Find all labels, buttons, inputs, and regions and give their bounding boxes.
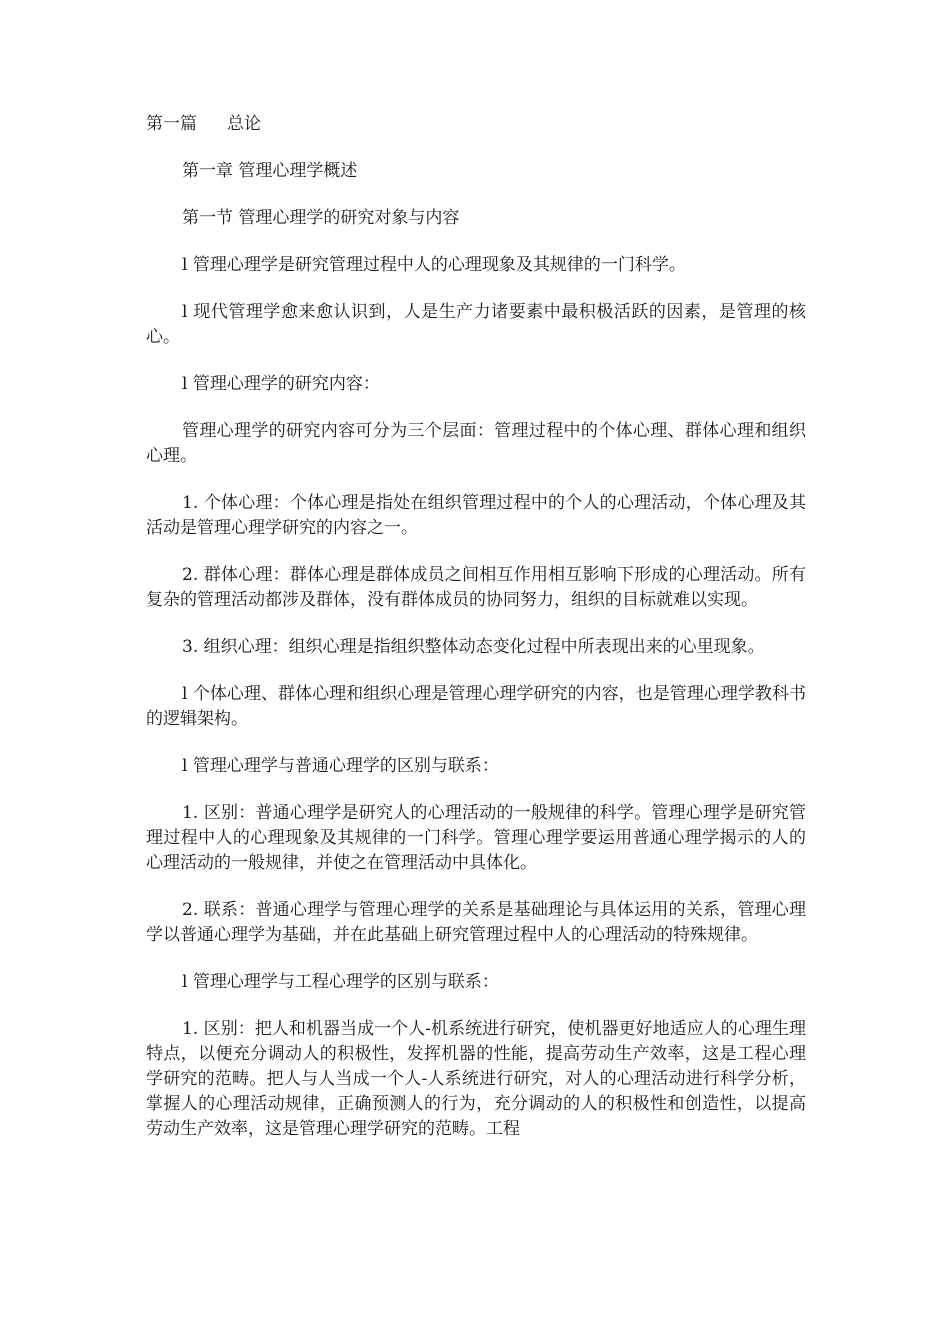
paragraph: 2. 联系：普通心理学与管理心理学的关系是基础理论与具体运用的关系，管理心理学以普通心理学为基础，并在此基础上研究管理过程中人的心理活动的特殊规律。	[146, 900, 806, 945]
document-body	[146, 112, 806, 1164]
section-heading: 第一节 管理心理学的研究对象与内容	[182, 208, 460, 228]
part-heading	[146, 112, 806, 137]
paragraph: 1. 区别：普通心理学是研究人的心理活动的一般规律的科学。管理心理学是研究管理过程中人的心理现象及其规律的一门科学。管理心理学要运用普通心理学揭示的人的心理活动的一般规律，并使之在管理活动中具体化。	[146, 803, 806, 873]
paragraph: 2. 群体心理：群体心理是群体成员之间相互作用相互影响下形成的心理活动。所有复杂的管理活动都涉及群体，没有群体成员的协同努力，组织的目标就难以实现。	[146, 565, 806, 610]
part-title: 总论	[227, 114, 261, 134]
paragraph: l 管理心理学的研究内容：	[182, 374, 380, 394]
paragraph: l 管理心理学与工程心理学的区别与联系：	[182, 972, 499, 992]
paragraph: 3. 组织心理：组织心理是指组织整体动态变化过程中所表现出来的心里现象。	[182, 637, 765, 657]
paragraph: l 个体心理、群体心理和组织心理是管理心理学研究的内容，也是管理心理学教科书的逻辑架构。	[146, 684, 806, 729]
paragraph: l 现代管理学愈来愈认识到，人是生产力诸要素中最积极活跃的因素，是管理的核心。	[146, 302, 806, 347]
paragraph: l 管理心理学是研究管理过程中人的心理现象及其规律的一门科学。	[182, 255, 686, 275]
paragraph: 管理心理学的研究内容可分为三个层面：管理过程中的个体心理、群体心理和组织心理。	[146, 421, 806, 466]
paragraph: l 管理心理学与普通心理学的区别与联系：	[182, 756, 499, 776]
paragraph: 1. 区别：把人和机器当成一个人-机系统进行研究，使机器更好地适应人的心理生理特点，以便充分调动人的积极性，发挥机器的性能，提高劳动生产效率，这是工程心理学研究的范畴。把人与人当成一个人-人系统进行研究，对人的心理活动进行科学分析，掌握人的心理活动规律，正确预测人的行为，充分调动的人的积极性和创造性，以提高劳动生产效率，这是管理心理学研究的范畴。工程	[146, 1019, 806, 1139]
part-label: 第一篇	[146, 114, 197, 134]
paragraph: 1. 个体心理：个体心理是指处在组织管理过程中的个人的心理活动，个体心理及其活动是管理心理学研究的内容之一。	[146, 493, 806, 538]
chapter-heading: 第一章 管理心理学概述	[182, 161, 358, 181]
